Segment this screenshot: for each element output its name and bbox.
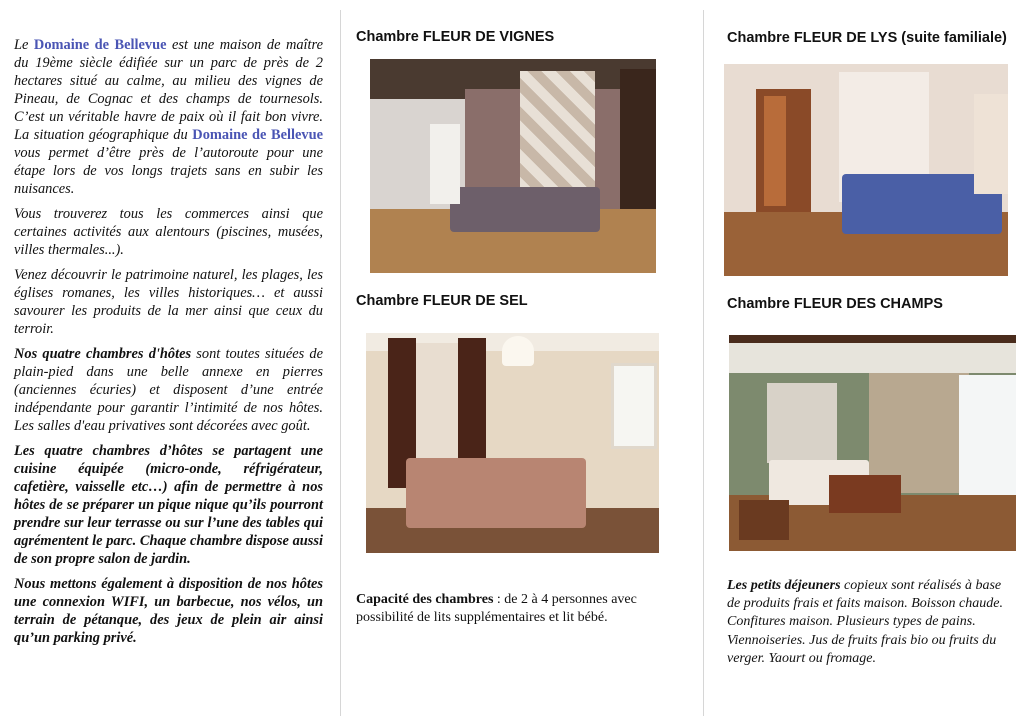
- breakfast-line: [727, 577, 1024, 595]
- column-divider-1: [340, 10, 341, 716]
- text: Le: [14, 37, 34, 53]
- shops-paragraph: Vous trouverez tous les commerces ainsi que certaines activités aux alentours (piscines, musées, villes thermales...).: [14, 206, 323, 258]
- breakfast-line: Viennoiseries. Jus de fruits frais bio ou fruits du: [727, 632, 997, 648]
- room-photo-vignes: [370, 59, 656, 273]
- room-title-sel: Chambre FLEUR DE SEL: [356, 293, 528, 309]
- rooms-paragraph: [14, 345, 323, 435]
- capacity-text: [356, 591, 676, 627]
- room-photo-champs: [729, 335, 1016, 551]
- breakfast-line: Confitures maison. Plusieurs types de pains.: [727, 614, 976, 630]
- text: : de 2 à 4 personnes avec: [493, 592, 637, 607]
- text: copieux sont réalisés à base: [840, 578, 1002, 593]
- rooms-heading: Nos quatre chambres d'hôtes: [14, 346, 192, 362]
- room-photo-sel: [366, 333, 659, 553]
- domain-name: Domaine de Bellevue: [33, 37, 167, 53]
- breakfast-line: de produits frais et faits maison. Boisson chaude.: [727, 596, 1003, 612]
- room-photo-lys: [724, 64, 1008, 276]
- text: vous permet d’être près de l’autoroute pour une étape lors de vos longs trajets sans en subir les nuisances.: [14, 145, 323, 197]
- text: sont toutes situées de plain-pied dans une belle annexe en pierres (anciennes écuries) et disposent d’une entrée indépendante pour garantir l’intimité de nos hôtes. Les salles d'eau privatives sont décorées avec goût.: [14, 346, 323, 434]
- intro-paragraph: [14, 36, 323, 198]
- breakfast-label: Les petits déjeuners: [727, 578, 841, 593]
- amenities-paragraph: Nous mettons également à disposition de nos hôtes une connexion WIFI, un barbecue, nos vélos, un terrain de pétanque, des jeux de plein air ainsi qu’un parking privé.: [14, 576, 323, 646]
- room-title-champs: Chambre FLEUR DES CHAMPS: [727, 296, 943, 312]
- breakfast-text: [727, 577, 1024, 668]
- intro-column: [14, 36, 323, 654]
- room-title-lys: Chambre FLEUR DE LYS (suite familiale): [727, 30, 1007, 46]
- breakfast-line: verger. Yaourt ou fromage.: [727, 650, 876, 666]
- room-title-vignes: Chambre FLEUR DE VIGNES: [356, 29, 555, 45]
- domain-name: Domaine de Bellevue: [192, 127, 323, 143]
- column-divider-2: [703, 10, 704, 716]
- capacity-label: Capacité des chambres: [356, 592, 494, 607]
- text: est une maison de maître du 19ème siècle édifiée sur un parc de près de 2 hectares situé au calme, au milieu des vignes de Pineau, de Cognac et des champs de tournesols. C’est un véritable havre de paix où il fait bon vivre. La situation géographique du: [14, 37, 324, 143]
- text: possibilité de lits supplémentaires et lit bébé.: [356, 610, 608, 625]
- kitchen-paragraph: Les quatre chambres d’hôtes se partagent une cuisine équipée (micro-onde, réfrigérateur, cafetière, vaisselle etc…) afin de permettre à nos hôtes de se préparer un pique nique qu’ils pourront prendre sur leur terrasse ou sur l’une des tables qui agrémentent le parc. Chaque chambre dispose aussi de son propre salon de jardin.: [14, 443, 323, 567]
- heritage-paragraph: Venez découvrir le patrimoine naturel, les plages, les églises romanes, les villes historiques… et aussi savourer les produits de la mer ainsi que ceux du terroir.: [14, 267, 323, 337]
